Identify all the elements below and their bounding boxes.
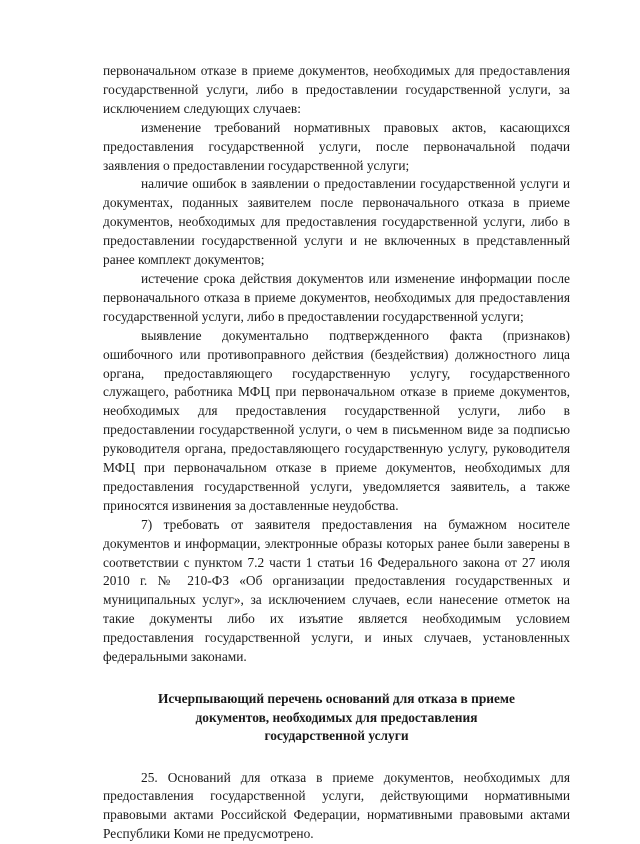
- spacer: [103, 746, 570, 769]
- paragraph-expiration: истечение срока действия документов или изменение информации после первоначального отказа в приеме документов, необходимых для предоставления государственной услуги, либо в предоставлении государственной услуги;: [103, 270, 570, 327]
- section-heading-line-2: документов, необходимых для предоставления: [103, 709, 570, 728]
- document-page: [103, 62, 570, 844]
- section-heading-line-3: государственной услуги: [103, 727, 570, 746]
- paragraph-intro: первоначальном отказе в приеме документов, необходимых для предоставления государственной услуги, либо в предоставлении государственной услуги, за исключением следующих случаев:: [103, 62, 570, 119]
- paragraph-misconduct: выявление документально подтвержденного факта (признаков) ошибочного или противоправного действия (бездействия) должностного лица органа, предоставляющего государственную услугу, государственного служащего, работника МФЦ при первоначальном отказе в приеме документов, необходимых для предоставления государственной услуги, либо в предоставлении государственной услуги, о чем в письменном виде за подписью руководителя органа, предоставляющего государственную услугу, руководителя МФЦ при первоначальном отказе в приеме документов, необходимых для предоставления государственной услуги, уведомляется заявитель, а также приносятся извинения за доставленные неудобства.: [103, 327, 570, 516]
- paragraph-item-7: 7) требовать от заявителя предоставления на бумажном носителе документов и информации, электронные образы которых ранее были заверены в соответствии с пунктом 7.2 части 1 статьи 16 Федерального закона от 27 июля 2010 г. № 210-ФЗ «Об организации предоставления государственных и муниципальных услуг», за исключением случаев, если нанесение отметок на такие документы либо их изъятие является необходимым условием предоставления государственной услуги, и иных случаев, установленных федеральными законами.: [103, 516, 570, 667]
- section-heading: [103, 690, 570, 746]
- paragraph-25: 25. Оснований для отказа в приеме документов, необходимых для предоставления государственной услуги, действующими нормативными правовыми актами Российской Федерации, нормативными правовыми актами Республики Коми не предусмотрено.: [103, 769, 570, 844]
- section-heading-line-1: Исчерпывающий перечень оснований для отказа в приеме: [103, 690, 570, 709]
- paragraph-errors: наличие ошибок в заявлении о предоставлении государственной услуги и документах, поданных заявителем после первоначального отказа в приеме документов, необходимых для предоставления государственной услуги, либо в предоставлении государственной услуги и не включенных в представленный ранее комплект документов;: [103, 175, 570, 270]
- paragraph-requirements-change: изменение требований нормативных правовых актов, касающихся предоставления государственной услуги, после первоначальной подачи заявления о предоставлении государственной услуги;: [103, 119, 570, 176]
